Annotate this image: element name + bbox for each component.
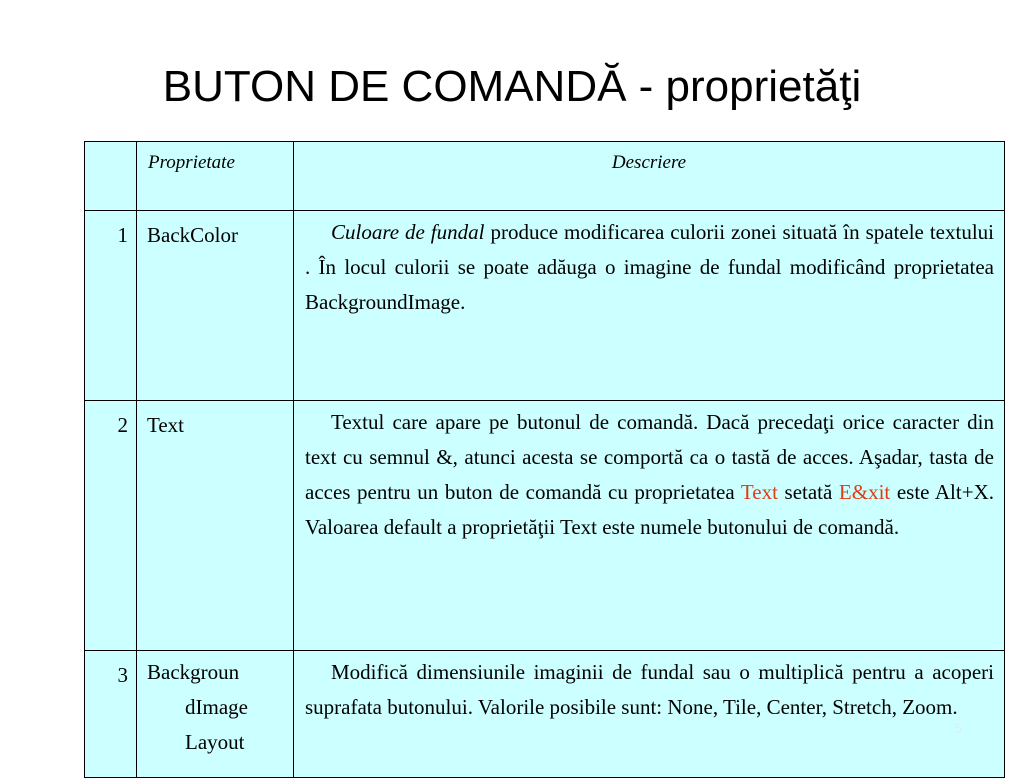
desc-text: este Alt+X. Valoarea default a proprietăţii Text este numele butonului de comandă. bbox=[305, 480, 994, 539]
row-property: Text bbox=[137, 401, 294, 651]
table-row bbox=[85, 651, 1005, 778]
slide-title: BUTON DE COMANDĂ - proprietăţi bbox=[162, 62, 862, 111]
property-line: dImage bbox=[185, 695, 248, 719]
row-property bbox=[137, 651, 294, 778]
desc-text: Textul care apare pe butonul de comandă. Dacă precedaţi orice caracter din text cu semnul &, atunci acesta se comportă ca o tastă de acces. Aşadar, tasta de acces pentru un buton de comandă cu proprietatea bbox=[305, 410, 994, 504]
row-number: 1 bbox=[85, 211, 137, 401]
row-description bbox=[294, 651, 1005, 778]
table-row bbox=[85, 401, 1005, 651]
row-description bbox=[294, 401, 1005, 651]
desc-text: produce modificarea culorii zonei situată în spatele textului . În locul culorii se poate adăuga o imagine de fundal modificând proprietatea BackgroundImage. bbox=[305, 220, 994, 314]
row-number: 3 bbox=[85, 651, 137, 778]
header-property: Proprietate bbox=[137, 142, 294, 211]
highlight-exit: E&xit bbox=[838, 480, 891, 504]
property-line: Layout bbox=[185, 730, 245, 754]
header-num bbox=[85, 142, 137, 211]
desc-italic: Culoare de fundal bbox=[331, 220, 485, 244]
row-property: BackColor bbox=[137, 211, 294, 401]
highlight-text: Text bbox=[740, 480, 778, 504]
table-row bbox=[85, 211, 1005, 401]
table-header-row bbox=[85, 142, 1005, 211]
slide-number: 5 bbox=[954, 720, 962, 736]
property-line: Backgroun bbox=[147, 660, 240, 684]
properties-table bbox=[84, 141, 1005, 778]
header-description: Descriere bbox=[294, 142, 1005, 211]
desc-text: setată bbox=[777, 480, 839, 504]
row-number: 2 bbox=[85, 401, 137, 651]
row-description bbox=[294, 211, 1005, 401]
desc-text: Modifică dimensiunile imaginii de fundal sau o multiplică pentru a acoperi suprafata butonului. Valorile posibile sunt: None, Tile, Center, Stretch, Zoom. bbox=[305, 660, 994, 719]
